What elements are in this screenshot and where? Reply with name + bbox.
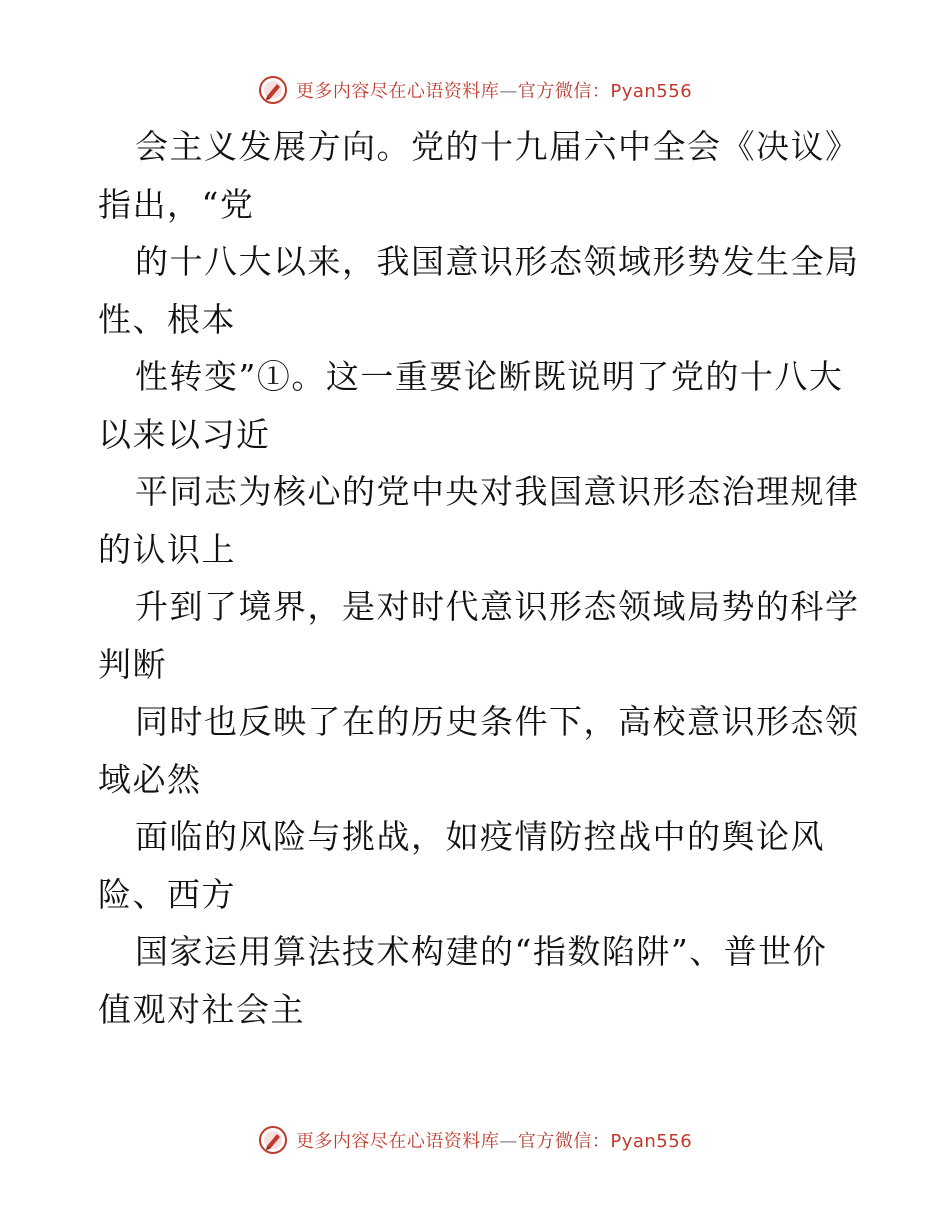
body-line: 国家运用算法技术构建的“指数陷阱”、普世价 [135,932,828,971]
document-body [98,118,858,1038]
watermark-wechat-label: 官方微信： [517,81,611,102]
watermark-text [296,77,692,103]
body-line: 会主义发展方向。党的十九届六中全会《决议》 [135,127,860,166]
footer-watermark [0,1120,950,1160]
watermark-text [296,1127,692,1153]
body-line: 同时也反映了在的历史条件下，高校意识形态领 [135,702,860,741]
body-line: 指出，“党 [98,184,255,224]
pen-seal-icon [258,1125,288,1155]
header-watermark [0,70,950,110]
body-line: 性、根本 [98,299,236,339]
pen-seal-icon [258,75,288,105]
watermark-main: 更多内容尽在心语资料库 [295,1131,500,1152]
body-line: 升到了境界，是对时代意识形态领域局势的科学 [135,587,860,626]
watermark-wechat-label: 官方微信： [517,1131,611,1152]
body-line: 的认识上 [98,529,236,569]
body-line: 险、西方 [98,874,236,914]
body-line: 性转变”①。这一重要论断既说明了党的十八大 [135,357,844,396]
body-line: 判断 [98,644,167,684]
body-line: 的十八大以来，我国意识形态领域形势发生全局 [135,242,860,281]
watermark-wechat-id: Pyan556 [610,1131,693,1152]
watermark-wechat-id: Pyan556 [610,81,693,102]
body-line: 面临的风险与挑战，如疫情防控战中的舆论风 [135,817,825,856]
body-line: 域必然 [98,759,202,799]
watermark-main: 更多内容尽在心语资料库 [295,81,500,102]
watermark-separator: — [499,1131,518,1152]
watermark-separator: — [499,81,518,102]
body-line: 值观对社会主 [98,989,305,1029]
body-line: 以来以习近 [98,414,271,454]
body-line: 平同志为核心的党中央对我国意识形态治理规律 [135,472,860,511]
